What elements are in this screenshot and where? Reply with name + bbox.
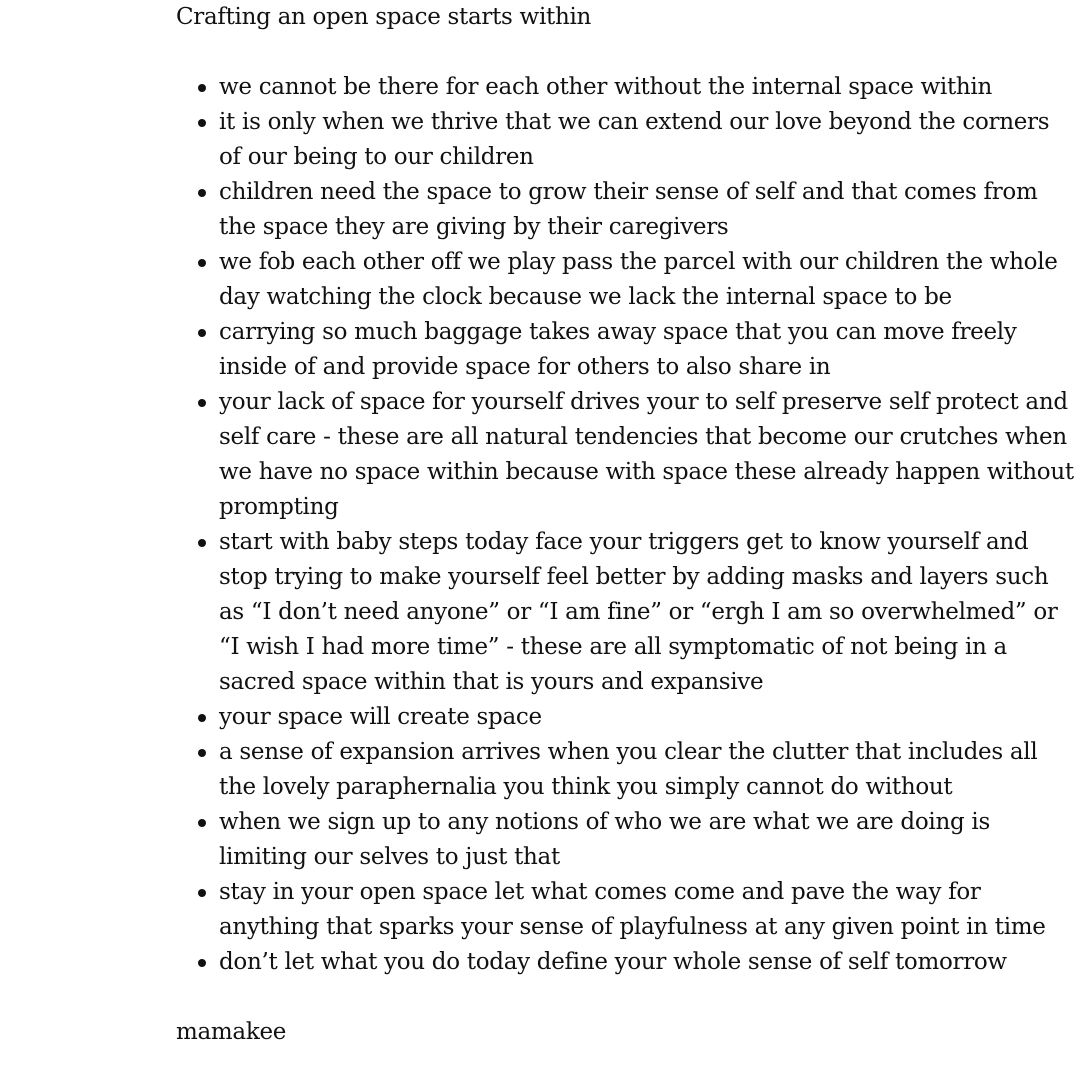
bullet-list bbox=[176, 70, 1076, 980]
bullet-item: we fob each other off we play pass the parcel with our children the whole day watching the clock because we lack the internal space to be bbox=[176, 245, 1076, 315]
document bbox=[176, 0, 1076, 1050]
bullet-item: stay in your open space let what comes come and pave the way for anything that sparks your sense of playfulness at any given point in time bbox=[176, 875, 1076, 945]
bullet-item: start with baby steps today face your triggers get to know yourself and stop trying to make yourself feel better by adding masks and layers such as “I don’t need anyone” or “I am fine” or “ergh I am so overwhelmed” or “I wish I had more time” - these are all symptomatic of not being in a sacred space within that is yours and expansive bbox=[176, 525, 1076, 700]
bullet-item: children need the space to grow their sense of self and that comes from the space they are giving by their caregivers bbox=[176, 175, 1076, 245]
bullet-item: carrying so much baggage takes away space that you can move freely inside of and provide space for others to also share in bbox=[176, 315, 1076, 385]
bullet-item: a sense of expansion arrives when you clear the clutter that includes all the lovely paraphernalia you think you simply cannot do without bbox=[176, 735, 1076, 805]
bullet-item: your lack of space for yourself drives your to self preserve self protect and self care - these are all natural tendencies that become our crutches when we have no space within because with space these already happen without prompting bbox=[176, 385, 1076, 525]
document-title: Crafting an open space starts within bbox=[176, 4, 592, 30]
bullet-item: don’t let what you do today define your whole sense of self tomorrow bbox=[176, 945, 1076, 980]
bullet-item: when we sign up to any notions of who we are what we are doing is limiting our selves to just that bbox=[176, 805, 1076, 875]
bullet-item: your space will create space bbox=[176, 700, 1076, 735]
bullet-item: it is only when we thrive that we can extend our love beyond the corners of our being to our children bbox=[176, 105, 1076, 175]
bullet-item: we cannot be there for each other without the internal space within bbox=[176, 70, 1076, 105]
signature: mamakee bbox=[176, 1019, 287, 1045]
